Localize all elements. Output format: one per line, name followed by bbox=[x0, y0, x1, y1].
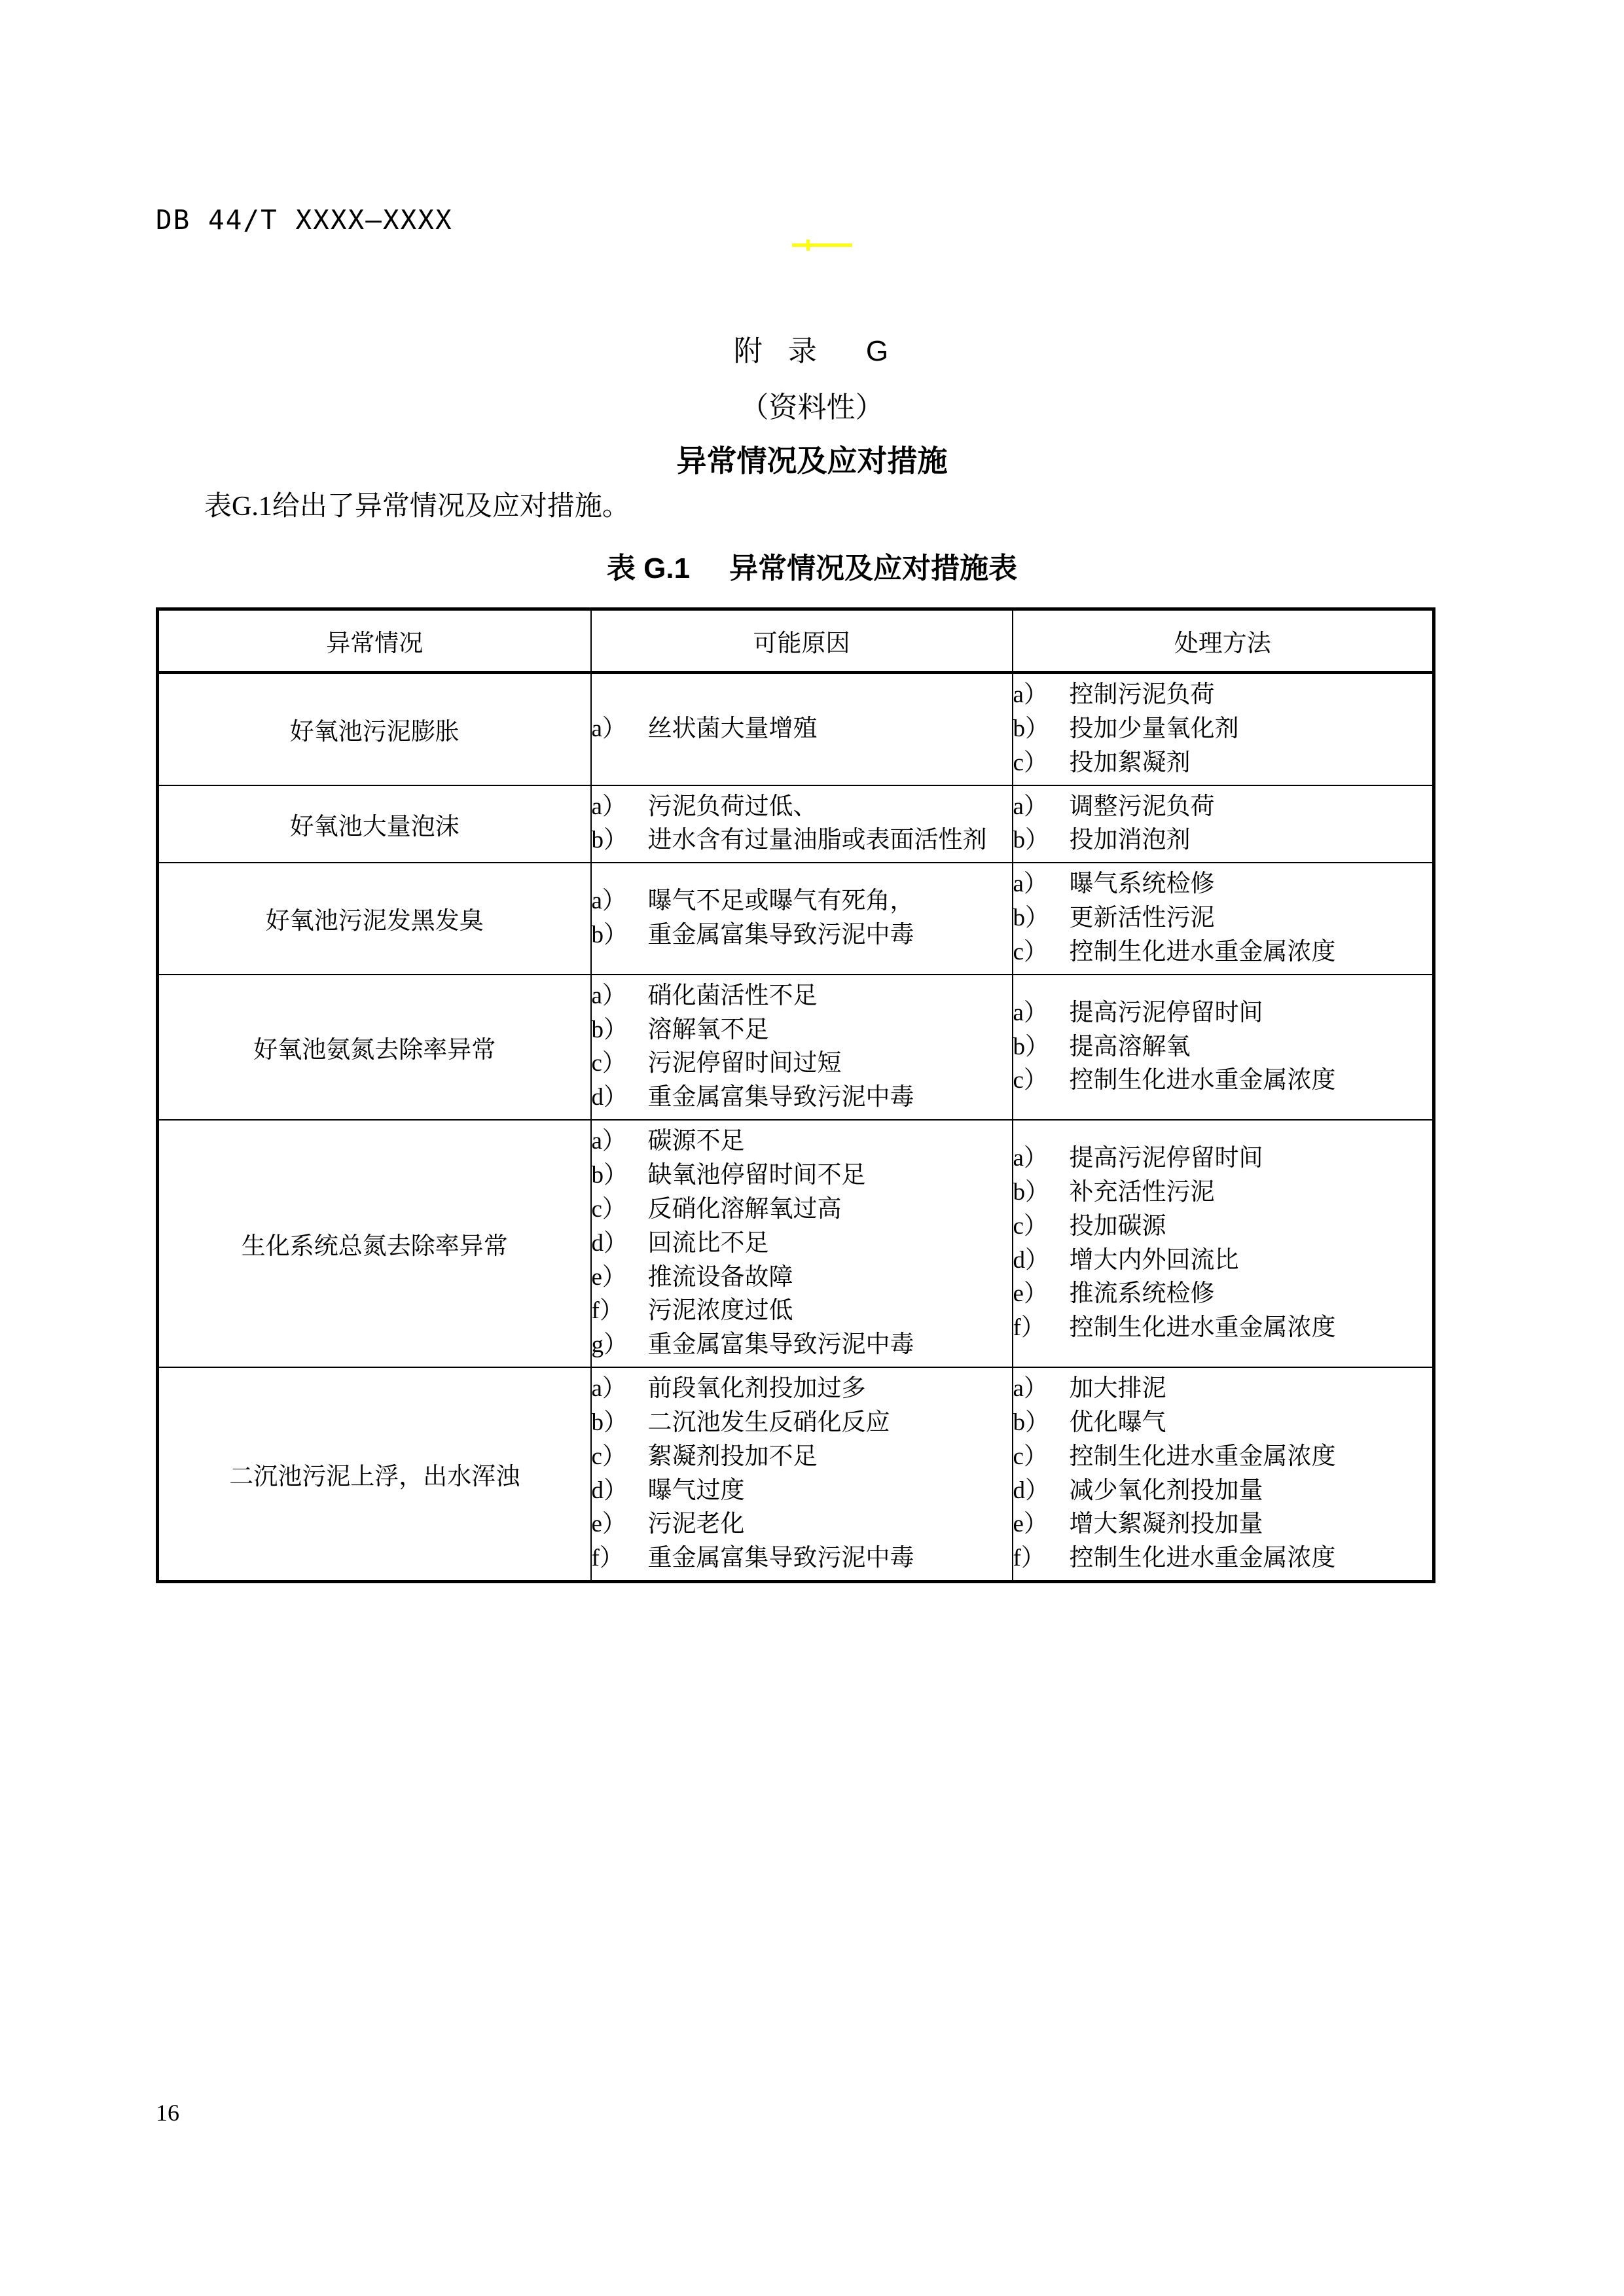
treatment-item-text: 增大内外回流比 bbox=[1069, 1246, 1239, 1274]
cause-item bbox=[592, 795, 1012, 820]
cause-item-text: 推流设备故障 bbox=[647, 1263, 793, 1291]
treatment-item-marker: b） bbox=[1013, 715, 1049, 742]
cause-item bbox=[592, 1546, 1012, 1571]
cause-item bbox=[592, 1410, 1012, 1436]
cause-item-text: 曝气不足或曝气有死角， bbox=[647, 888, 914, 915]
treatment-cell bbox=[1013, 975, 1434, 1120]
treatment-item bbox=[1013, 1146, 1433, 1172]
situation-cell: 好氧池氨氮去除率异常 bbox=[158, 975, 591, 1120]
treatment-item-marker: d） bbox=[1013, 1477, 1049, 1504]
treatment-item-text: 控制污泥负荷 bbox=[1069, 681, 1215, 708]
cause-item-marker: b） bbox=[591, 827, 628, 854]
treatment-item-text: 加大排泥 bbox=[1069, 1375, 1166, 1403]
treatment-item-text: 控制生化进水重金属浓度 bbox=[1069, 1067, 1336, 1094]
cause-item-text: 污泥停留时间过短 bbox=[647, 1050, 842, 1077]
cause-item-text: 丝状菌大量增殖 bbox=[647, 715, 818, 742]
annex-label-middle: 录 bbox=[787, 335, 819, 367]
treatment-item bbox=[1013, 1444, 1433, 1470]
cause-item-marker: b） bbox=[591, 1161, 628, 1189]
treatment-item-marker: b） bbox=[1013, 1033, 1049, 1060]
treatment-item-text: 投加絮凝剂 bbox=[1069, 749, 1191, 776]
yellow-highlight-mark bbox=[792, 243, 852, 247]
cause-cell bbox=[591, 785, 1013, 863]
situation-cell: 二沉池污泥上浮，出水浑浊 bbox=[158, 1367, 591, 1582]
cause-item bbox=[592, 984, 1012, 1009]
cause-item-marker: a） bbox=[591, 1375, 626, 1403]
cause-item-text: 回流比不足 bbox=[647, 1229, 769, 1257]
treatment-item bbox=[1013, 872, 1433, 897]
treatment-item bbox=[1013, 1180, 1433, 1206]
cause-cell bbox=[591, 1367, 1013, 1582]
cause-item bbox=[592, 1299, 1012, 1324]
cause-item-text: 反硝化溶解氧过高 bbox=[647, 1195, 842, 1223]
treatment-item-marker: b） bbox=[1013, 1178, 1049, 1206]
cause-item-marker: e） bbox=[591, 1263, 626, 1291]
table-caption-number: 表 G.1 bbox=[606, 552, 691, 584]
cause-item bbox=[592, 1051, 1012, 1077]
cause-item-marker: a） bbox=[591, 793, 626, 820]
treatment-item bbox=[1013, 751, 1433, 776]
treatment-item-marker: c） bbox=[1013, 1067, 1048, 1094]
cause-item-text: 前段氧化剂投加过多 bbox=[647, 1375, 866, 1403]
cause-item-text: 污泥负荷过低、 bbox=[647, 793, 818, 820]
cause-item-marker: d） bbox=[591, 1084, 628, 1111]
treatment-item-marker: b） bbox=[1013, 905, 1049, 932]
treatment-item bbox=[1013, 1512, 1433, 1537]
cause-item bbox=[592, 1085, 1012, 1111]
cause-item bbox=[592, 1231, 1012, 1257]
cause-item-marker: a） bbox=[591, 1128, 626, 1155]
column-header-treatment: 处理方法 bbox=[1013, 609, 1434, 673]
cause-item bbox=[592, 1197, 1012, 1223]
cause-item-text: 缺氧池停留时间不足 bbox=[647, 1161, 866, 1189]
treatment-item-marker: f） bbox=[1013, 1545, 1045, 1572]
cause-item-marker: a） bbox=[591, 715, 626, 742]
table-row bbox=[158, 1120, 1434, 1367]
cause-item-marker: d） bbox=[591, 1477, 628, 1504]
cause-item bbox=[592, 1333, 1012, 1358]
treatment-item-marker: c） bbox=[1013, 938, 1048, 965]
treatment-item-marker: d） bbox=[1013, 1246, 1049, 1274]
situation-cell: 好氧池大量泡沫 bbox=[158, 785, 591, 863]
treatment-cell bbox=[1013, 785, 1434, 863]
treatment-item-marker: a） bbox=[1013, 793, 1048, 820]
treatment-item bbox=[1013, 683, 1433, 708]
treatment-item bbox=[1013, 1479, 1433, 1504]
treatment-item-marker: c） bbox=[1013, 1443, 1048, 1470]
annex-label-letter: G bbox=[865, 335, 891, 367]
cause-item-text: 重金属富集导致污泥中毒 bbox=[647, 1331, 914, 1359]
treatment-item-text: 控制生化进水重金属浓度 bbox=[1069, 1314, 1336, 1342]
treatment-item-text: 补充活性污泥 bbox=[1069, 1178, 1215, 1206]
cause-cell bbox=[591, 863, 1013, 975]
treatment-item-text: 提高污泥停留时间 bbox=[1069, 1145, 1263, 1172]
cause-item-marker: c） bbox=[591, 1050, 626, 1077]
cause-item-text: 碳源不足 bbox=[647, 1128, 745, 1155]
treatment-item-marker: b） bbox=[1013, 1408, 1049, 1436]
cause-item-marker: e） bbox=[591, 1511, 626, 1538]
cause-item bbox=[592, 1444, 1012, 1470]
treatment-item-marker: e） bbox=[1013, 1280, 1048, 1308]
cause-item bbox=[592, 717, 1012, 742]
cause-item-text: 重金属富集导致污泥中毒 bbox=[647, 1545, 914, 1572]
treatment-item-text: 控制生化进水重金属浓度 bbox=[1069, 938, 1336, 965]
treatment-item-text: 增大絮凝剂投加量 bbox=[1069, 1511, 1263, 1538]
cause-item-marker: c） bbox=[591, 1195, 626, 1223]
treatment-item bbox=[1013, 1001, 1433, 1026]
treatment-cell bbox=[1013, 673, 1434, 785]
cause-item bbox=[592, 828, 1012, 853]
annex-title-block bbox=[0, 327, 1624, 480]
cause-item bbox=[592, 1376, 1012, 1402]
cause-item bbox=[592, 1265, 1012, 1291]
abnormal-situations-table bbox=[156, 607, 1435, 1583]
treatment-item bbox=[1013, 1410, 1433, 1436]
table-row bbox=[158, 785, 1434, 863]
annex-name: 异常情况及应对措施 bbox=[676, 444, 948, 478]
treatment-item-text: 控制生化进水重金属浓度 bbox=[1069, 1443, 1336, 1470]
cause-cell bbox=[591, 975, 1013, 1120]
table-row bbox=[158, 863, 1434, 975]
treatment-item-text: 控制生化进水重金属浓度 bbox=[1069, 1545, 1336, 1572]
treatment-cell bbox=[1013, 1367, 1434, 1582]
table-row bbox=[158, 673, 1434, 785]
table-head bbox=[158, 609, 1434, 673]
annex-kind: （资料性） bbox=[740, 391, 884, 423]
treatment-item-marker: e） bbox=[1013, 1511, 1048, 1538]
treatment-cell bbox=[1013, 1120, 1434, 1367]
situation-cell: 好氧池污泥膨胀 bbox=[158, 673, 591, 785]
situation-cell: 生化系统总氮去除率异常 bbox=[158, 1120, 591, 1367]
treatment-item-marker: a） bbox=[1013, 999, 1048, 1026]
treatment-item bbox=[1013, 1068, 1433, 1094]
cause-item-marker: f） bbox=[591, 1545, 624, 1572]
cause-item-text: 溶解氧不足 bbox=[647, 1016, 769, 1043]
cause-item-text: 重金属富集导致污泥中毒 bbox=[647, 921, 914, 948]
annex-label bbox=[0, 327, 1624, 369]
page-number: 16 bbox=[156, 2100, 179, 2126]
cause-item-text: 硝化菌活性不足 bbox=[647, 982, 818, 1009]
table-header-row bbox=[158, 609, 1434, 673]
cause-item-text: 污泥浓度过低 bbox=[647, 1297, 793, 1325]
treatment-item-marker: c） bbox=[1013, 749, 1048, 776]
treatment-item-text: 投加碳源 bbox=[1069, 1212, 1166, 1240]
treatment-item-text: 调整污泥负荷 bbox=[1069, 793, 1215, 820]
cause-cell bbox=[591, 1120, 1013, 1367]
treatment-item bbox=[1013, 795, 1433, 820]
treatment-item-marker: a） bbox=[1013, 681, 1048, 708]
treatment-item-text: 投加少量氧化剂 bbox=[1069, 715, 1239, 742]
cause-cell bbox=[591, 673, 1013, 785]
treatment-item-text: 投加消泡剂 bbox=[1069, 827, 1191, 854]
table-caption-title: 异常情况及应对措施表 bbox=[729, 552, 1018, 584]
cause-item-marker: f） bbox=[591, 1297, 624, 1325]
treatment-item bbox=[1013, 1546, 1433, 1571]
treatment-item-text: 曝气系统检修 bbox=[1069, 870, 1215, 898]
column-header-situation: 异常情况 bbox=[158, 609, 591, 673]
cause-item-text: 絮凝剂投加不足 bbox=[647, 1443, 818, 1470]
treatment-item bbox=[1013, 828, 1433, 853]
cause-item bbox=[592, 923, 1012, 948]
treatment-item-marker: b） bbox=[1013, 827, 1049, 854]
treatment-item-marker: f） bbox=[1013, 1314, 1045, 1342]
treatment-item bbox=[1013, 940, 1433, 965]
treatment-item bbox=[1013, 906, 1433, 931]
cause-item bbox=[592, 1163, 1012, 1189]
table-body bbox=[158, 673, 1434, 1582]
standard-code-header: DB 44/T XXXX—XXXX bbox=[156, 204, 453, 236]
cause-item bbox=[592, 889, 1012, 914]
treatment-item-text: 提高溶解氧 bbox=[1069, 1033, 1191, 1060]
cause-item-marker: d） bbox=[591, 1229, 628, 1257]
treatment-item-text: 优化曝气 bbox=[1069, 1408, 1166, 1436]
cause-item bbox=[592, 1129, 1012, 1155]
treatment-item-marker: c） bbox=[1013, 1212, 1048, 1240]
cause-item-marker: b） bbox=[591, 1016, 628, 1043]
annex-label-prefix: 附 bbox=[733, 335, 765, 367]
cause-item-marker: a） bbox=[591, 982, 626, 1009]
cause-item bbox=[592, 1512, 1012, 1537]
cause-item-marker: c） bbox=[591, 1443, 626, 1470]
treatment-item bbox=[1013, 1376, 1433, 1402]
treatment-item bbox=[1013, 1035, 1433, 1060]
cause-item-text: 污泥老化 bbox=[647, 1511, 745, 1538]
intro-paragraph: 表G.1给出了异常情况及应对措施。 bbox=[204, 492, 630, 522]
treatment-item bbox=[1013, 1316, 1433, 1341]
cause-item bbox=[592, 1479, 1012, 1504]
treatment-item-marker: a） bbox=[1013, 1145, 1048, 1172]
treatment-item-text: 更新活性污泥 bbox=[1069, 905, 1215, 932]
table-caption bbox=[0, 545, 1624, 586]
cause-item-text: 二沉池发生反硝化反应 bbox=[647, 1408, 890, 1436]
table-row bbox=[158, 975, 1434, 1120]
treatment-item-marker: a） bbox=[1013, 1375, 1048, 1403]
treatment-item bbox=[1013, 717, 1433, 742]
treatment-item-marker: a） bbox=[1013, 870, 1048, 898]
column-header-cause: 可能原因 bbox=[591, 609, 1013, 673]
cause-item-marker: b） bbox=[591, 921, 628, 948]
treatment-item-text: 推流系统检修 bbox=[1069, 1280, 1215, 1308]
treatment-cell bbox=[1013, 863, 1434, 975]
cause-item-text: 进水含有过量油脂或表面活性剂 bbox=[647, 827, 987, 854]
treatment-item bbox=[1013, 1282, 1433, 1307]
treatment-item bbox=[1013, 1248, 1433, 1274]
cause-item-text: 曝气过度 bbox=[647, 1477, 745, 1504]
cause-item bbox=[592, 1018, 1012, 1043]
treatment-item-text: 减少氧化剂投加量 bbox=[1069, 1477, 1263, 1504]
treatment-item-text: 提高污泥停留时间 bbox=[1069, 999, 1263, 1026]
cause-item-marker: g） bbox=[591, 1331, 628, 1359]
cause-item-marker: b） bbox=[591, 1408, 628, 1436]
cause-item-text: 重金属富集导致污泥中毒 bbox=[647, 1084, 914, 1111]
cause-item-marker: a） bbox=[591, 888, 626, 915]
treatment-item bbox=[1013, 1214, 1433, 1240]
situation-cell: 好氧池污泥发黑发臭 bbox=[158, 863, 591, 975]
table-row bbox=[158, 1367, 1434, 1582]
